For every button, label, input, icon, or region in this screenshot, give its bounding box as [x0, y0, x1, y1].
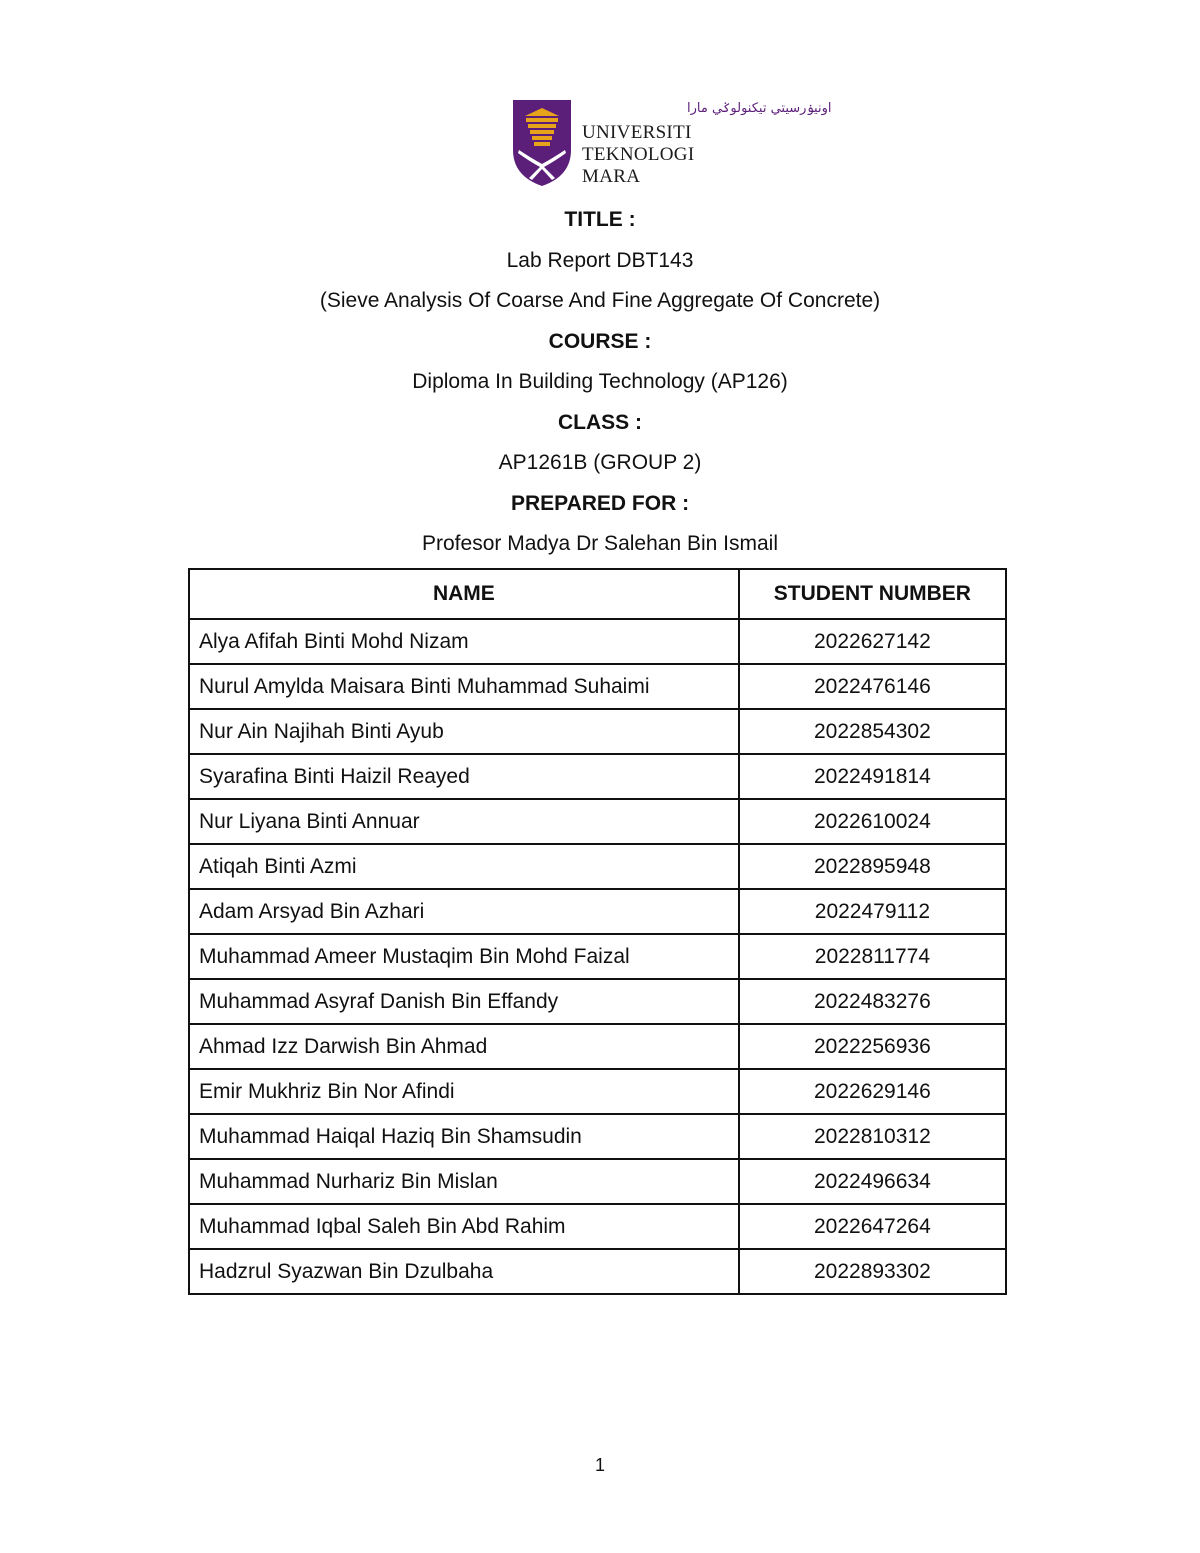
student-number: 2022256936 — [739, 1024, 1006, 1069]
student-number: 2022893302 — [739, 1249, 1006, 1294]
student-name: Muhammad Haiqal Haziq Bin Shamsudin — [189, 1114, 739, 1159]
student-name: Atiqah Binti Azmi — [189, 844, 739, 889]
wordmark-line-2: TEKNOLOGI — [582, 144, 695, 165]
page-number: 1 — [594, 1455, 605, 1475]
student-name: Muhammad Asyraf Danish Bin Effandy — [189, 979, 739, 1024]
wordmark-line-1: UNIVERSITI — [582, 122, 692, 143]
wordmark-line-3: MARA — [582, 166, 641, 187]
student-name: Emir Mukhriz Bin Nor Afindi — [189, 1069, 739, 1114]
student-number: 2022647264 — [739, 1204, 1006, 1249]
student-name: Nur Ain Najihah Binti Ayub — [189, 709, 739, 754]
cover-details — [0, 200, 1200, 565]
table-row — [189, 1159, 1006, 1204]
class-value: AP1261B (GROUP 2) — [498, 451, 702, 474]
svg-text:اونيۏرسيتي تيكنولوݢي مارا: اونيۏرسيتي تيكنولوݢي مارا — [687, 101, 832, 116]
student-name: Adam Arsyad Bin Azhari — [189, 889, 739, 934]
table-row — [189, 1204, 1006, 1249]
student-name: Muhammad Nurhariz Bin Mislan — [189, 1159, 739, 1204]
title-label: TITLE : — [564, 208, 636, 231]
table-row — [189, 934, 1006, 979]
class-label: CLASS : — [558, 410, 642, 434]
table-row — [189, 664, 1006, 709]
student-name: Muhammad Iqbal Saleh Bin Abd Rahim — [189, 1204, 739, 1249]
table-row — [189, 619, 1006, 664]
student-name: Ahmad Izz Darwish Bin Ahmad — [189, 1024, 739, 1069]
table-row — [189, 844, 1006, 889]
student-number: 2022895948 — [739, 844, 1006, 889]
prepared-for-label: PREPARED FOR : — [510, 491, 690, 515]
title-line-2: (Sieve Analysis Of Coarse And Fine Aggregate Of Concrete) — [319, 289, 881, 312]
student-number: 2022479112 — [739, 889, 1006, 934]
student-name: Hadzrul Syazwan Bin Dzulbaha — [189, 1249, 739, 1294]
table-row — [189, 754, 1006, 799]
student-number: 2022854302 — [739, 709, 1006, 754]
table-row — [189, 1069, 1006, 1114]
table-row — [189, 889, 1006, 934]
table-row — [189, 1024, 1006, 1069]
table-row — [189, 799, 1006, 844]
name-column-header: NAME — [189, 569, 739, 619]
student-number: 2022811774 — [739, 934, 1006, 979]
table-row — [189, 1114, 1006, 1159]
student-number-column-header: STUDENT NUMBER — [739, 569, 1006, 619]
student-number: 2022491814 — [739, 754, 1006, 799]
table-row — [189, 1249, 1006, 1294]
student-number: 2022810312 — [739, 1114, 1006, 1159]
student-name: Nur Liyana Binti Annuar — [189, 799, 739, 844]
student-number: 2022476146 — [739, 664, 1006, 709]
uitm-crest-icon — [511, 98, 573, 188]
course-label: COURSE : — [548, 329, 652, 353]
table-row — [189, 709, 1006, 754]
student-table — [188, 568, 1007, 1295]
university-wordmark — [582, 122, 694, 188]
university-logo — [511, 96, 832, 188]
student-number: 2022629146 — [739, 1069, 1006, 1114]
student-name: Muhammad Ameer Mustaqim Bin Mohd Faizal — [189, 934, 739, 979]
student-name: Syarafina Binti Haizil Reayed — [189, 754, 739, 799]
student-name: Alya Afifah Binti Mohd Nizam — [189, 619, 739, 664]
table-header-row — [189, 569, 1006, 619]
course-value: Diploma In Building Technology (AP126) — [412, 370, 788, 393]
student-number: 2022496634 — [739, 1159, 1006, 1204]
student-name: Nurul Amylda Maisara Binti Muhammad Suhaimi — [189, 664, 739, 709]
table-row — [189, 979, 1006, 1024]
title-line-1: Lab Report DBT143 — [506, 248, 694, 272]
prepared-for-value: Profesor Madya Dr Salehan Bin Ismail — [422, 532, 778, 555]
student-number: 2022627142 — [739, 619, 1006, 664]
jawi-script-text — [583, 96, 832, 118]
student-number: 2022483276 — [739, 979, 1006, 1024]
student-number: 2022610024 — [739, 799, 1006, 844]
